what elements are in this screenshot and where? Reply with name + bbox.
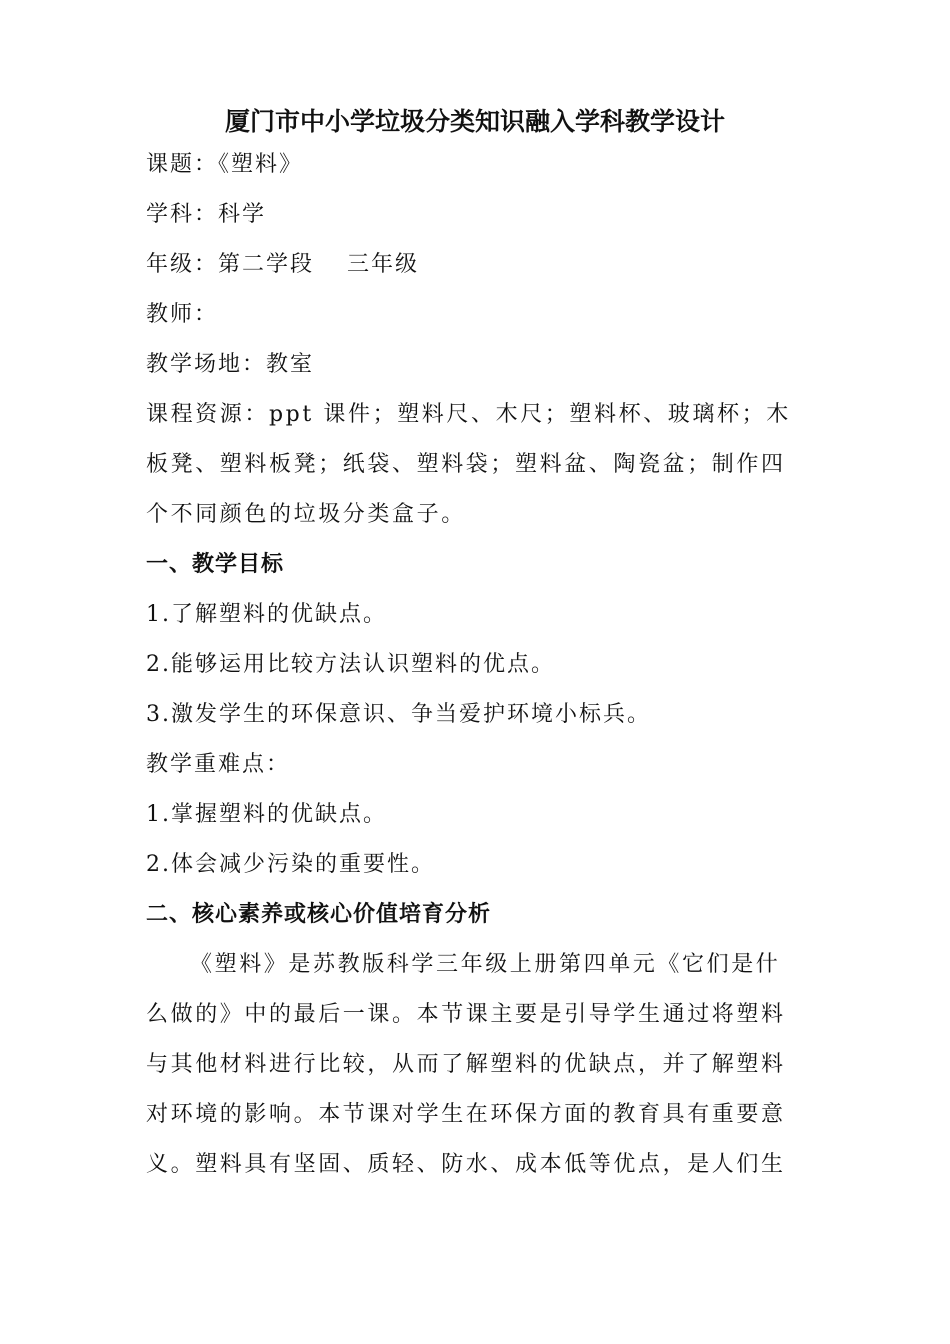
- resources-line-2: 板凳、塑料板凳；纸袋、塑料袋；塑料盆、陶瓷盆；制作四: [146, 452, 786, 477]
- teacher-line: 教师：: [146, 302, 219, 327]
- paragraph-line-2: 么做的》中的最后一课。本节课主要是引导学生通过将塑料: [146, 1002, 786, 1027]
- section-1-heading: 一、教学目标: [146, 552, 285, 577]
- topic-line: 课题：《塑料》: [146, 152, 304, 177]
- document-title: 厦门市中小学垃圾分类知识融入学科教学设计: [224, 107, 725, 136]
- key-points-label: 教学重难点：: [146, 752, 291, 777]
- resources-line-3: 个不同颜色的垃圾分类盒子。: [146, 502, 466, 527]
- subject-line: 学科：科学: [146, 202, 267, 227]
- paragraph-line-5: 义。塑料具有坚固、质轻、防水、成本低等优点，是人们生: [146, 1152, 786, 1177]
- goal-item-1: 1.了解塑料的优缺点。: [146, 602, 387, 627]
- paragraph-line-4: 对环境的影响。本节课对学生在环保方面的教育具有重要意: [146, 1102, 786, 1127]
- section-2-heading: 二、核心素养或核心价值培育分析: [146, 902, 492, 927]
- goal-item-2: 2.能够运用比较方法认识塑料的优点。: [146, 652, 555, 677]
- paragraph-line-1: 《塑料》是苏教版科学三年级上册第四单元《它们是什: [190, 952, 781, 977]
- goal-item-3: 3.激发学生的环保意识、争当爱护环境小标兵。: [146, 702, 651, 727]
- paragraph-line-3: 与其他材料进行比较，从而了解塑料的优缺点，并了解塑料: [146, 1052, 786, 1077]
- grade-line: 年级：第二学段 三年级: [146, 252, 419, 277]
- key-point-item-1: 1.掌握塑料的优缺点。: [146, 802, 387, 827]
- resources-line-1: 课程资源：ppt 课件；塑料尺、木尺；塑料杯、玻璃杯；木: [146, 402, 791, 427]
- key-point-item-2: 2.体会减少污染的重要性。: [146, 852, 435, 877]
- venue-line: 教学场地：教室: [146, 352, 315, 377]
